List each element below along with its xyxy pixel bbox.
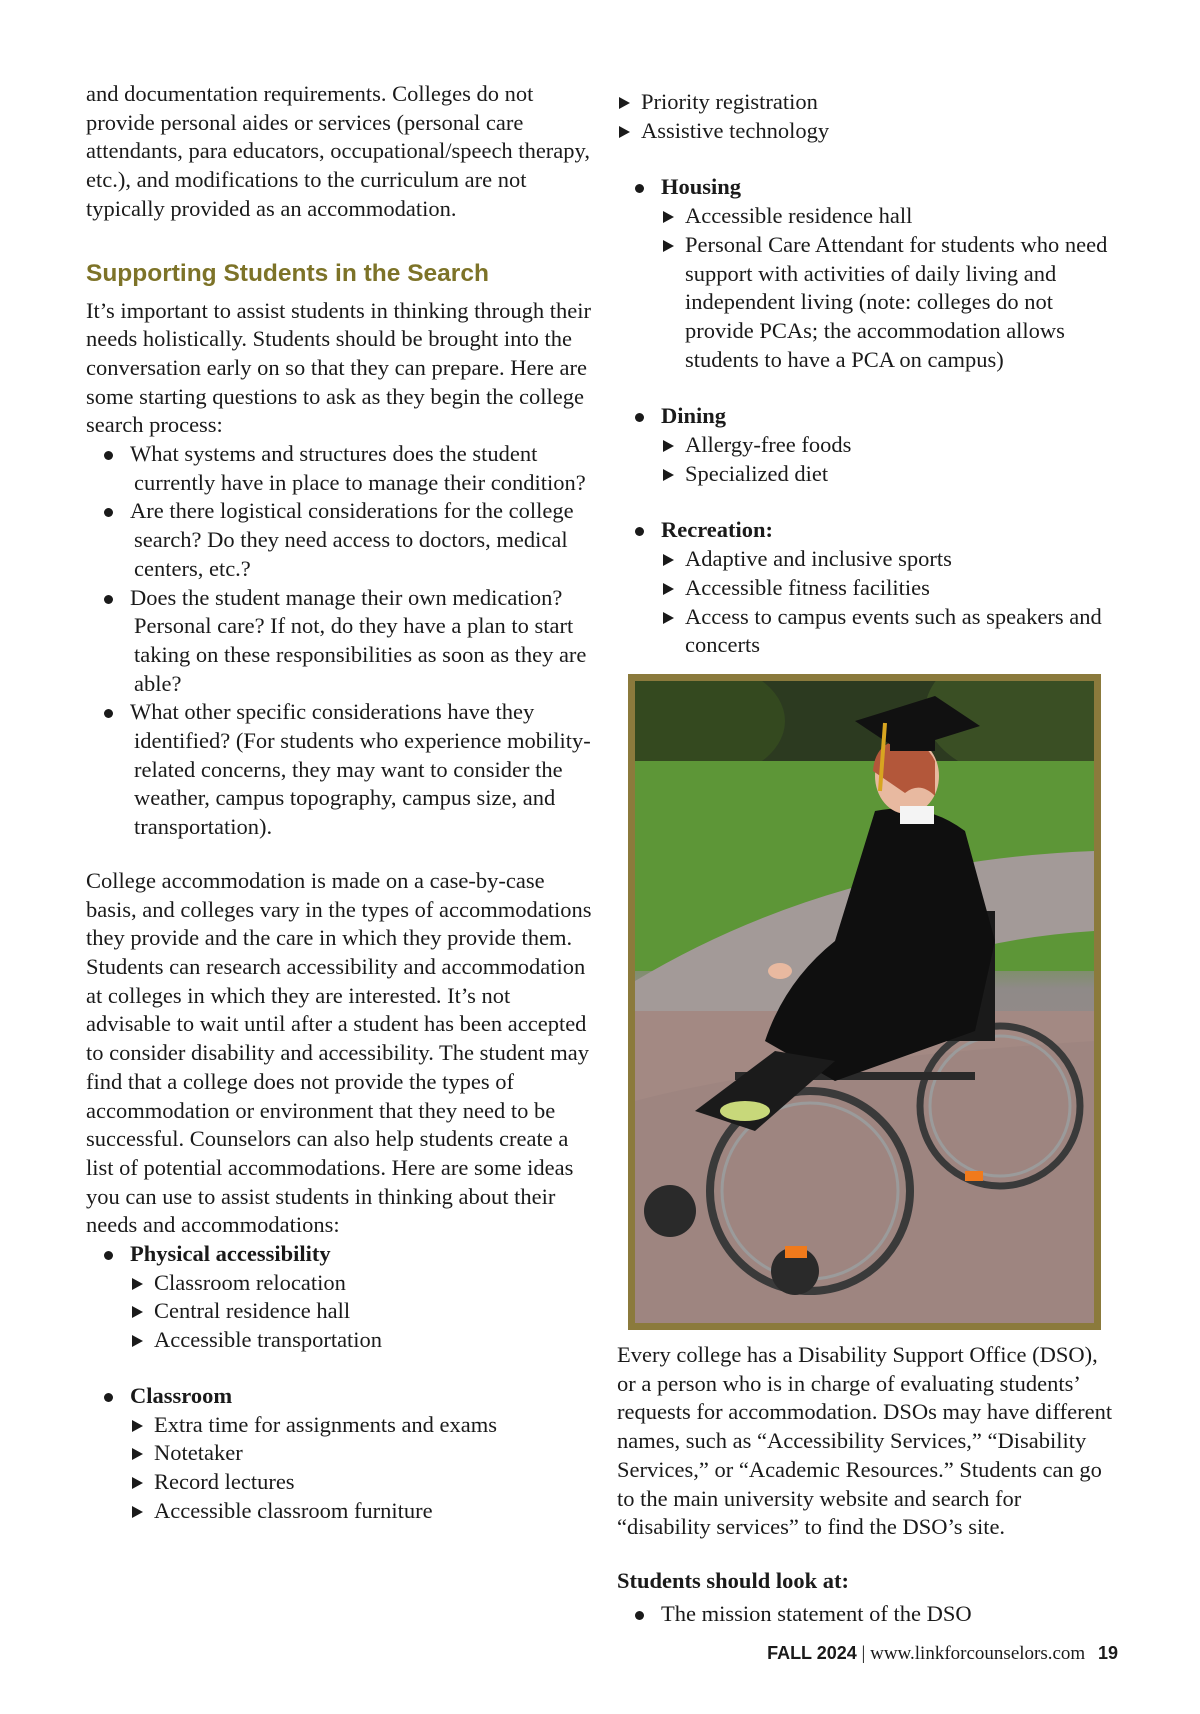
category-dining <box>617 402 1117 488</box>
section-heading: Supporting Students in the Search <box>86 259 489 287</box>
accommodation-categories-right <box>617 173 1117 660</box>
list-item <box>86 584 596 699</box>
arrow-icon <box>132 1477 143 1489</box>
bullet-icon <box>104 595 113 604</box>
arrow-icon <box>132 1448 143 1460</box>
bullet-icon <box>635 1611 644 1620</box>
arrow-icon <box>132 1278 143 1290</box>
item-text: Extra time for assignments and exams <box>154 1411 498 1437</box>
dso-section <box>617 1341 1117 1628</box>
bullet-icon <box>635 184 644 193</box>
category-housing <box>617 173 1117 374</box>
footer-separator: | <box>861 1643 866 1664</box>
list-item <box>130 1297 596 1326</box>
list-item <box>130 1411 596 1440</box>
category-items <box>130 1269 596 1355</box>
intro-paragraph: and documentation requirements. Colleges do not provide personal aides or services (personal care attendants, para educators, occupational/speech therapy, etc.), and modifications to the curriculum are not typically provided as an accommodation. <box>86 81 590 221</box>
list-item <box>661 603 1117 660</box>
item-text: Access to campus events such as speakers and concerts <box>685 603 1102 658</box>
look-at-list <box>617 1600 1117 1629</box>
category-title: Housing <box>661 174 742 200</box>
page-number: 19 <box>1097 1643 1118 1663</box>
question-text: What systems and structures does the student currently have in place to manage their condition? <box>130 441 586 495</box>
arrow-icon <box>663 440 674 452</box>
category-recreation <box>617 516 1117 660</box>
list-item <box>661 545 1117 574</box>
category-title: Classroom <box>130 1382 233 1408</box>
category-items <box>130 1411 596 1526</box>
list-item <box>130 1269 596 1298</box>
category-items <box>661 202 1117 374</box>
arrow-icon <box>619 126 630 138</box>
dso-paragraph: Every college has a Disability Support Office (DSO), or a person who is in charge of evaluating students’ requests for accommodation. DSOs may have different names, such as “Accessibility Services,” “Disability Services,” or “Academic Resources.” Students can go to the main university website and search for “disability services” to find the DSO’s site. <box>617 1342 1113 1540</box>
item-text: Allergy-free foods <box>685 432 852 458</box>
right-column <box>617 88 1117 660</box>
item-text: Personal Care Attendant for students who need support with activities of daily living and independent living (note: colleges do not provide PCAs; the accommodation allows students to have a PCA on campus) <box>685 231 1108 372</box>
arrow-icon <box>132 1335 143 1347</box>
arrow-icon <box>663 583 674 595</box>
category-classroom <box>86 1382 596 1526</box>
arrow-icon <box>663 469 674 481</box>
issue-season: FALL 2024 <box>767 1643 857 1663</box>
category-physical-accessibility <box>86 1240 596 1355</box>
bullet-icon <box>104 1393 113 1402</box>
item-text: Accessible fitness facilities <box>685 574 930 600</box>
item-text: Priority registration <box>641 89 818 114</box>
category-title: Dining <box>661 403 727 429</box>
list-item <box>661 460 1117 489</box>
item-text: Central residence hall <box>154 1298 351 1324</box>
bullet-icon <box>635 413 644 422</box>
list-item <box>617 88 1117 117</box>
list-item <box>130 1326 596 1355</box>
category-items <box>661 545 1117 660</box>
arrow-icon <box>663 612 674 624</box>
continued-classroom-items <box>617 88 1117 145</box>
list-item <box>661 231 1117 375</box>
bullet-icon <box>104 1251 113 1260</box>
arrow-icon <box>132 1506 143 1518</box>
arrow-icon <box>663 554 674 566</box>
item-text: Adaptive and inclusive sports <box>685 546 952 572</box>
category-items <box>661 431 1117 488</box>
item-text: Specialized diet <box>685 460 829 486</box>
category-title: Recreation: <box>661 517 774 543</box>
list-item <box>86 497 596 583</box>
question-text: What other specific considerations have they identified? (For students who experience mobility-related concerns, they may want to consider the weather, campus topography, campus size, and transportation). <box>130 699 591 840</box>
list-item <box>661 431 1117 460</box>
questions-list <box>86 440 596 842</box>
category-title: Physical accessibility <box>130 1241 331 1267</box>
bullet-icon <box>104 709 113 718</box>
item-text: Accessible classroom furniture <box>154 1497 433 1523</box>
bullet-icon <box>104 451 113 460</box>
graduate-wheelchair-photo <box>635 681 1094 1323</box>
question-text: Does the student manage their own medication? Personal care? If not, do they have a plan to start taking on these responsibilities as soon as they are able? <box>130 584 587 696</box>
list-item <box>130 1468 596 1497</box>
photo-frame <box>628 674 1101 1330</box>
item-text: Accessible residence hall <box>685 203 913 229</box>
arrow-icon <box>663 240 674 252</box>
item-text: Notetaker <box>154 1440 243 1466</box>
item-text: Accessible transportation <box>154 1327 383 1353</box>
accommodation-categories-left <box>86 1240 596 1525</box>
arrow-icon <box>132 1420 143 1432</box>
bullet-icon <box>104 508 113 517</box>
list-item <box>661 574 1117 603</box>
list-item <box>661 202 1117 231</box>
list-item <box>617 1600 1117 1629</box>
item-text: Assistive technology <box>641 117 830 143</box>
arrow-icon <box>663 211 674 223</box>
intro-questions-paragraph: It’s important to assist students in thinking through their needs holistically. Students should be brought into the conversation early on so that they can prepare. Here are some starting questions to ask as they begin the college search process: <box>86 297 591 438</box>
arrow-icon <box>619 97 630 109</box>
list-item <box>130 1439 596 1468</box>
list-item <box>617 117 1117 146</box>
list-item <box>86 440 596 497</box>
left-column <box>86 80 596 1525</box>
page-footer <box>767 1641 1118 1666</box>
item-text: The mission statement of the DSO <box>661 1600 972 1626</box>
question-text: Are there logistical considerations for the college search? Do they need access to doctors, medical centers, etc.? <box>130 498 574 581</box>
item-text: Record lectures <box>154 1468 295 1494</box>
accommodation-paragraph: College accommodation is made on a case-by-case basis, and colleges vary in the types of accommodations they provide and the care in which they provide them. Students can research accessibility and accommodation at colleges in which they are interested. It’s not advisable to wait until after a student has been accepted to consider disability and accessibility. The student may find that a college does not provide the types of accommodation or environment that they need to be successful. Counselors can also help students create a list of potential accommodations. Here are some ideas you can use to assist students in thinking about their needs and accommodations: <box>86 867 592 1238</box>
item-text: Classroom relocation <box>154 1269 346 1295</box>
list-item <box>86 698 596 842</box>
footer-url[interactable]: www.linkforcounselors.com <box>870 1643 1086 1664</box>
arrow-icon <box>132 1306 143 1318</box>
bullet-icon <box>635 527 644 536</box>
list-item <box>130 1497 596 1526</box>
photo-illustration <box>635 681 1094 1323</box>
look-at-title: Students should look at: <box>617 1567 849 1593</box>
